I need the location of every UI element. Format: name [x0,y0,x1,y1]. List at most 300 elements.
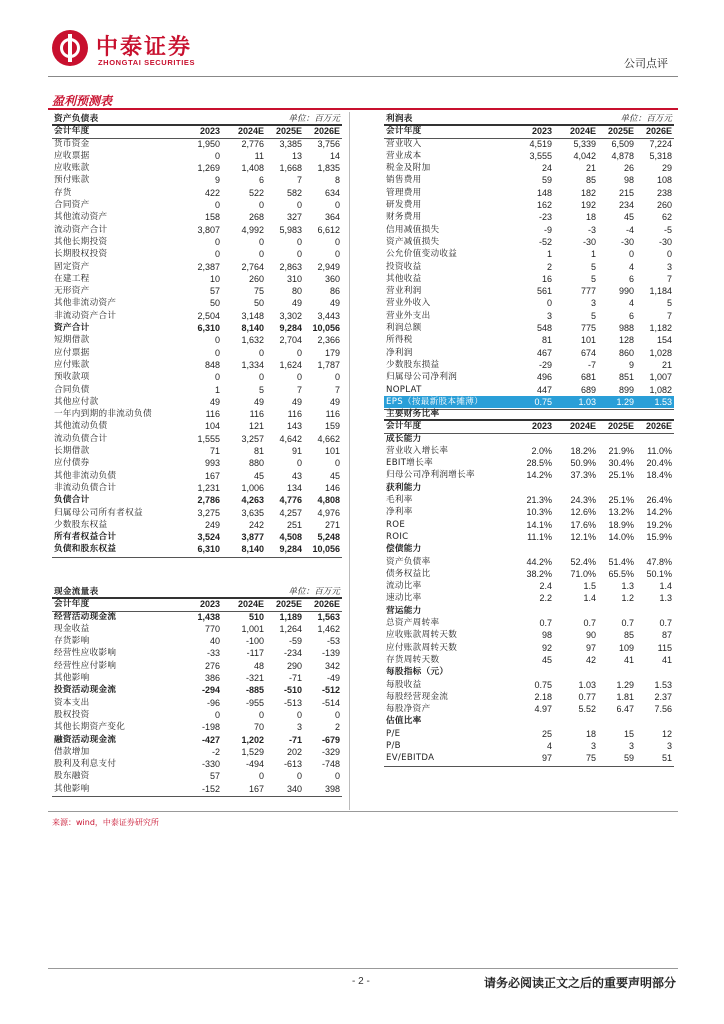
row-label: 负债合计 [54,495,90,506]
value-cell: 159 [324,421,340,432]
value-cell: 13 [291,150,302,161]
row-label: ROE [386,519,406,530]
value-cell: 0 [334,709,340,720]
value-cell: -53 [326,636,340,647]
table-row [52,494,342,506]
value-cell: 3 [590,298,596,309]
table-header-row [52,125,342,137]
value-cell: 116 [249,409,264,420]
value-cell: -613 [283,759,302,770]
value-cell: 5 [590,310,596,321]
row-label: 长期股权投资 [54,249,108,260]
value-cell: 14.0% [608,531,634,542]
value-cell: 2023 [199,599,220,610]
value-cell: 990 [618,286,634,297]
table-row [384,297,674,309]
table-row [52,647,342,659]
value-cell: 2,764 [241,261,264,272]
value-cell: 51 [661,753,672,764]
value-cell: 10,056 [312,544,340,555]
table-row [384,273,674,285]
value-cell: 24.3% [570,495,596,506]
value-cell: 167 [204,470,220,481]
value-cell: -494 [245,759,264,770]
value-cell: 7,224 [649,138,672,149]
table-row [384,531,674,543]
row-label: 合同负债 [54,384,90,395]
value-cell: 4 [628,261,634,272]
value-cell: 98 [623,175,634,186]
value-cell: 1,231 [197,482,220,493]
table-row [384,334,674,346]
row-label: 其他长期资产变化 [54,722,126,733]
value-cell: 7 [666,273,672,284]
value-cell: 7 [296,384,302,395]
row-label: 毛利率 [386,495,413,506]
value-cell: 0.77 [578,691,596,702]
table-bottom-rule [52,796,342,797]
value-cell: 422 [204,187,220,198]
table-title: 现金流量表 [54,587,99,597]
year-label: 会计年度 [54,126,90,137]
value-cell: 360 [324,273,340,284]
value-cell: -3 [587,224,596,235]
value-cell: 4,642 [279,433,302,444]
table-row [52,138,342,150]
section-title: 盈利预测表 [52,94,113,108]
value-cell: 50 [209,298,220,309]
table-title: 利润表 [386,114,413,124]
value-cell: 10,056 [312,323,340,334]
table-row [384,211,674,223]
value-cell: 290 [286,660,302,671]
value-cell: 3,148 [241,310,264,321]
value-cell: 3,257 [241,433,264,444]
value-cell: 276 [204,660,220,671]
value-cell: 4,519 [529,138,552,149]
value-cell: 1 [214,384,220,395]
table-row [52,734,342,746]
table-row [52,783,342,795]
value-cell: -30 [620,236,634,247]
value-cell: 242 [248,519,264,530]
value-cell: 0.7 [583,618,596,629]
disclaimer-note: 请务必阅读正文之后的重要声明部分 [483,976,676,990]
row-label: 负债和股东权益 [54,544,117,555]
value-cell: 1.03 [578,396,596,407]
value-cell: 158 [204,212,220,223]
row-label: 流动比率 [386,581,422,592]
table-row [384,187,674,199]
value-cell: 5,318 [649,150,672,161]
table-row [52,248,342,260]
value-cell: 11.1% [527,531,552,542]
row-label: 其他非流动负债 [54,470,117,481]
page-header [0,0,724,92]
value-cell: 0 [666,249,672,260]
table-row [52,310,342,322]
data-source: 来源：wind，中泰证券研究所 [52,818,159,827]
table-row [384,396,674,408]
table-row [52,445,342,457]
value-cell: 3 [628,741,634,752]
table-unit: 单位：百万元 [288,587,340,597]
table-row [384,519,674,531]
value-cell: 386 [204,673,220,684]
value-cell: 44.2% [526,556,552,567]
value-cell: 2026E [313,126,340,137]
value-cell: 10.3% [526,507,552,518]
value-cell: 5 [590,261,596,272]
value-cell: 87 [661,630,672,641]
value-cell: 50.1% [646,568,672,579]
value-cell: 1,408 [241,163,264,174]
value-cell: 249 [204,519,220,530]
value-cell: -514 [321,697,340,708]
value-cell: 98 [541,630,552,641]
value-cell: 0 [258,347,264,358]
value-cell: -234 [283,648,302,659]
value-cell: 62 [661,212,672,223]
value-cell: 4 [546,741,552,752]
value-cell: 1,563 [317,611,340,622]
table-bottom-rule [52,557,342,558]
value-cell: 4,976 [317,507,340,518]
value-cell: -198 [201,722,220,733]
value-cell: -321 [245,673,264,684]
row-label: 其他应付款 [54,396,99,407]
value-cell: 1,182 [649,323,672,334]
value-cell: 268 [248,212,264,223]
value-cell: 0 [296,236,302,247]
value-cell: 45 [623,212,634,223]
table-row [384,580,674,592]
row-label: 短期借款 [54,335,90,346]
value-cell: -330 [201,759,220,770]
value-cell: 49 [329,298,340,309]
row-label: 应付票据 [54,347,90,358]
value-cell: 251 [286,519,302,530]
table-row [384,174,674,186]
value-cell: 4,257 [279,507,302,518]
year-label: 会计年度 [386,126,422,137]
value-cell: 25 [541,728,552,739]
section-row [384,543,674,555]
income-statement-table [384,113,674,408]
row-label: 应付债券 [54,458,90,469]
table-row [52,408,342,420]
row-label: 现金收益 [54,623,90,634]
row-label: 固定资产 [54,261,90,272]
table-row [52,543,342,555]
value-cell: 0 [214,150,220,161]
value-cell: 777 [580,286,596,297]
table-row [52,672,342,684]
value-cell: 109 [618,642,634,653]
table-header-row [384,125,674,137]
row-label: 非流动负债合计 [54,482,117,493]
value-cell: 57 [209,286,220,297]
value-cell: 29 [661,163,672,174]
value-cell: 3,756 [317,138,340,149]
table-row [52,359,342,371]
row-label: 每股收益 [386,679,422,690]
row-label: 存货周转天数 [386,654,440,665]
value-cell: 42 [585,654,596,665]
value-cell: -52 [538,236,552,247]
table-row [52,697,342,709]
table-row [384,285,674,297]
value-cell: 467 [536,347,552,358]
value-cell: 634 [324,187,340,198]
value-cell: 28.5% [526,458,552,469]
value-cell: -117 [246,648,264,659]
row-label: NOPLAT [386,384,422,395]
row-label: 投资收益 [386,261,422,272]
table-row [384,592,674,604]
table-row [384,679,674,691]
value-cell: -49 [326,673,340,684]
value-cell: 11 [254,150,264,161]
table-row [384,568,674,580]
value-cell: 770 [204,623,220,634]
value-cell: 260 [248,273,264,284]
table-row [52,433,342,445]
row-label: 其他流动资产 [54,212,108,223]
row-label: 预收款项 [54,372,90,383]
value-cell: 182 [580,187,596,198]
value-cell: 202 [286,746,302,757]
value-cell: 848 [204,359,220,370]
value-cell: 59 [541,175,552,186]
row-label: 应收账款 [54,163,90,174]
value-cell: 3,635 [241,507,264,518]
table-row [384,347,674,359]
value-cell: 1,082 [649,384,672,395]
value-cell: 146 [324,482,340,493]
value-cell: 2026E [645,421,672,432]
value-cell: -955 [245,697,264,708]
table-row [52,470,342,482]
value-cell: 1.3 [659,593,672,604]
value-cell: 18.9% [608,519,634,530]
table-header-row [384,420,674,432]
table-row [52,660,342,672]
row-label: 其他非流动资产 [54,298,117,309]
balance-sheet-table [52,113,342,556]
value-cell: 522 [248,187,264,198]
financial-ratios-table [384,408,674,765]
table-row [384,384,674,396]
row-label: 应付账款 [54,359,90,370]
table-row [52,531,342,543]
row-label: 少数股东损益 [386,359,440,370]
value-cell: 48 [253,660,264,671]
value-cell: 1,006 [241,482,264,493]
value-cell: 1,202 [241,734,264,745]
section-row [384,715,674,727]
table-row [384,359,674,371]
table-row [52,721,342,733]
document-type: 公司点评 [624,57,668,70]
table-row [384,199,674,211]
table-row [384,629,674,641]
value-cell: -71 [288,673,302,684]
value-cell: 9 [214,175,220,186]
row-label: 应收账款周转天数 [386,630,458,641]
row-label: 其他流动负债 [54,421,108,432]
value-cell: 0 [214,200,220,211]
value-cell: 2025E [275,126,302,137]
row-label: 股利及利息支付 [54,759,117,770]
table-row [52,224,342,236]
value-cell: 0 [296,372,302,383]
value-cell: 97 [585,642,596,653]
value-cell: 49 [291,396,302,407]
table-row [52,758,342,770]
row-label: 经营活动现金流 [54,611,117,622]
value-cell: 59 [623,753,634,764]
value-cell: 108 [656,175,672,186]
value-cell: 4.97 [534,704,552,715]
value-cell: 3 [590,741,596,752]
table-row [384,236,674,248]
value-cell: 3,443 [317,310,340,321]
value-cell: 24 [541,163,552,174]
value-cell: 50 [253,298,264,309]
value-cell: 260 [656,200,672,211]
value-cell: 45 [253,470,264,481]
value-cell: 0 [214,347,220,358]
value-cell: 1,787 [317,359,340,370]
value-cell: 13.2% [608,507,634,518]
value-cell: 18 [585,212,596,223]
value-cell: 81 [253,446,264,457]
table-row [52,623,342,635]
table-row [52,709,342,721]
row-label: 营业收入增长率 [386,445,449,456]
table-row [52,770,342,782]
table-row [52,273,342,285]
value-cell: 92 [541,642,552,653]
row-label: 每股经营现金流 [386,691,449,702]
table-row [384,138,674,150]
value-cell: 179 [324,347,340,358]
row-label: 流动资产合计 [54,224,108,235]
value-cell: 5 [666,298,672,309]
value-cell: 0.7 [539,618,552,629]
value-cell: 0 [334,249,340,260]
value-cell: -9 [543,224,552,235]
row-label: 每股指标（元） [386,667,449,678]
value-cell: 2023 [531,126,552,137]
row-label: 资产减值损失 [386,236,440,247]
value-cell: 0 [334,236,340,247]
value-cell: 9 [628,359,634,370]
section-row [384,433,674,445]
value-cell: 1,624 [279,359,302,370]
value-cell: 143 [286,421,302,432]
value-cell: 1.2 [621,593,634,604]
value-cell: 116 [325,409,340,420]
row-label: 每股净资产 [386,704,431,715]
row-label: 融资活动现金流 [54,734,117,745]
value-cell: 3 [296,722,302,733]
value-cell: 4,263 [241,495,264,506]
row-label: 所有者权益合计 [54,532,117,543]
value-cell: 51.4% [608,556,634,567]
value-cell: -152 [201,783,220,794]
value-cell: 25.1% [608,495,634,506]
row-label: 无形资产 [54,286,90,297]
value-cell: 5 [590,273,596,284]
value-cell: 43 [291,470,302,481]
value-cell: 860 [618,347,634,358]
value-cell: 775 [580,323,596,334]
value-cell: 2023 [199,126,220,137]
value-cell: 4,808 [317,495,340,506]
row-label: 投资活动现金流 [54,685,117,696]
value-cell: 2023 [531,421,552,432]
value-cell: 4,662 [317,433,340,444]
value-cell: -7 [587,359,596,370]
value-cell: 1,462 [317,623,340,634]
table-row [52,334,342,346]
value-cell: 447 [536,384,552,395]
value-cell: 3,275 [197,507,220,518]
value-cell: 2.4 [539,581,552,592]
value-cell: -59 [288,636,302,647]
table-row [384,371,674,383]
value-cell: 86 [329,286,340,297]
value-cell: 49 [291,298,302,309]
table-row [52,297,342,309]
value-cell: 6 [628,310,634,321]
value-cell: 40 [209,636,220,647]
row-label: 存货 [54,187,72,198]
value-cell: 2024E [569,421,596,432]
table-unit: 单位：百万元 [620,114,672,124]
value-cell: 0 [214,372,220,383]
value-cell: 2,776 [241,138,264,149]
value-cell: -427 [201,734,220,745]
value-cell: 3 [546,310,552,321]
value-cell: 45 [541,654,552,665]
value-cell: 851 [618,372,634,383]
value-cell: 2.37 [654,691,672,702]
value-cell: 0 [296,347,302,358]
table-row [52,174,342,186]
value-cell: 1,269 [197,163,220,174]
row-label: EV/EBITDA [386,753,435,764]
value-cell: 85 [623,630,634,641]
value-cell: 2,366 [317,335,340,346]
row-label: 归属母公司所有者权益 [54,507,143,518]
value-cell: 121 [248,421,264,432]
value-cell: 0 [258,236,264,247]
value-cell: 116 [205,409,220,420]
table-row [52,211,342,223]
value-cell: -23 [538,212,552,223]
value-cell: 1,950 [197,138,220,149]
value-cell: -329 [321,746,340,757]
row-label: 营业利润 [386,286,422,297]
table-row [384,654,674,666]
value-cell: 238 [656,187,672,198]
table-header-row [52,598,342,610]
table-row [384,740,674,752]
value-cell: 1,835 [317,163,340,174]
